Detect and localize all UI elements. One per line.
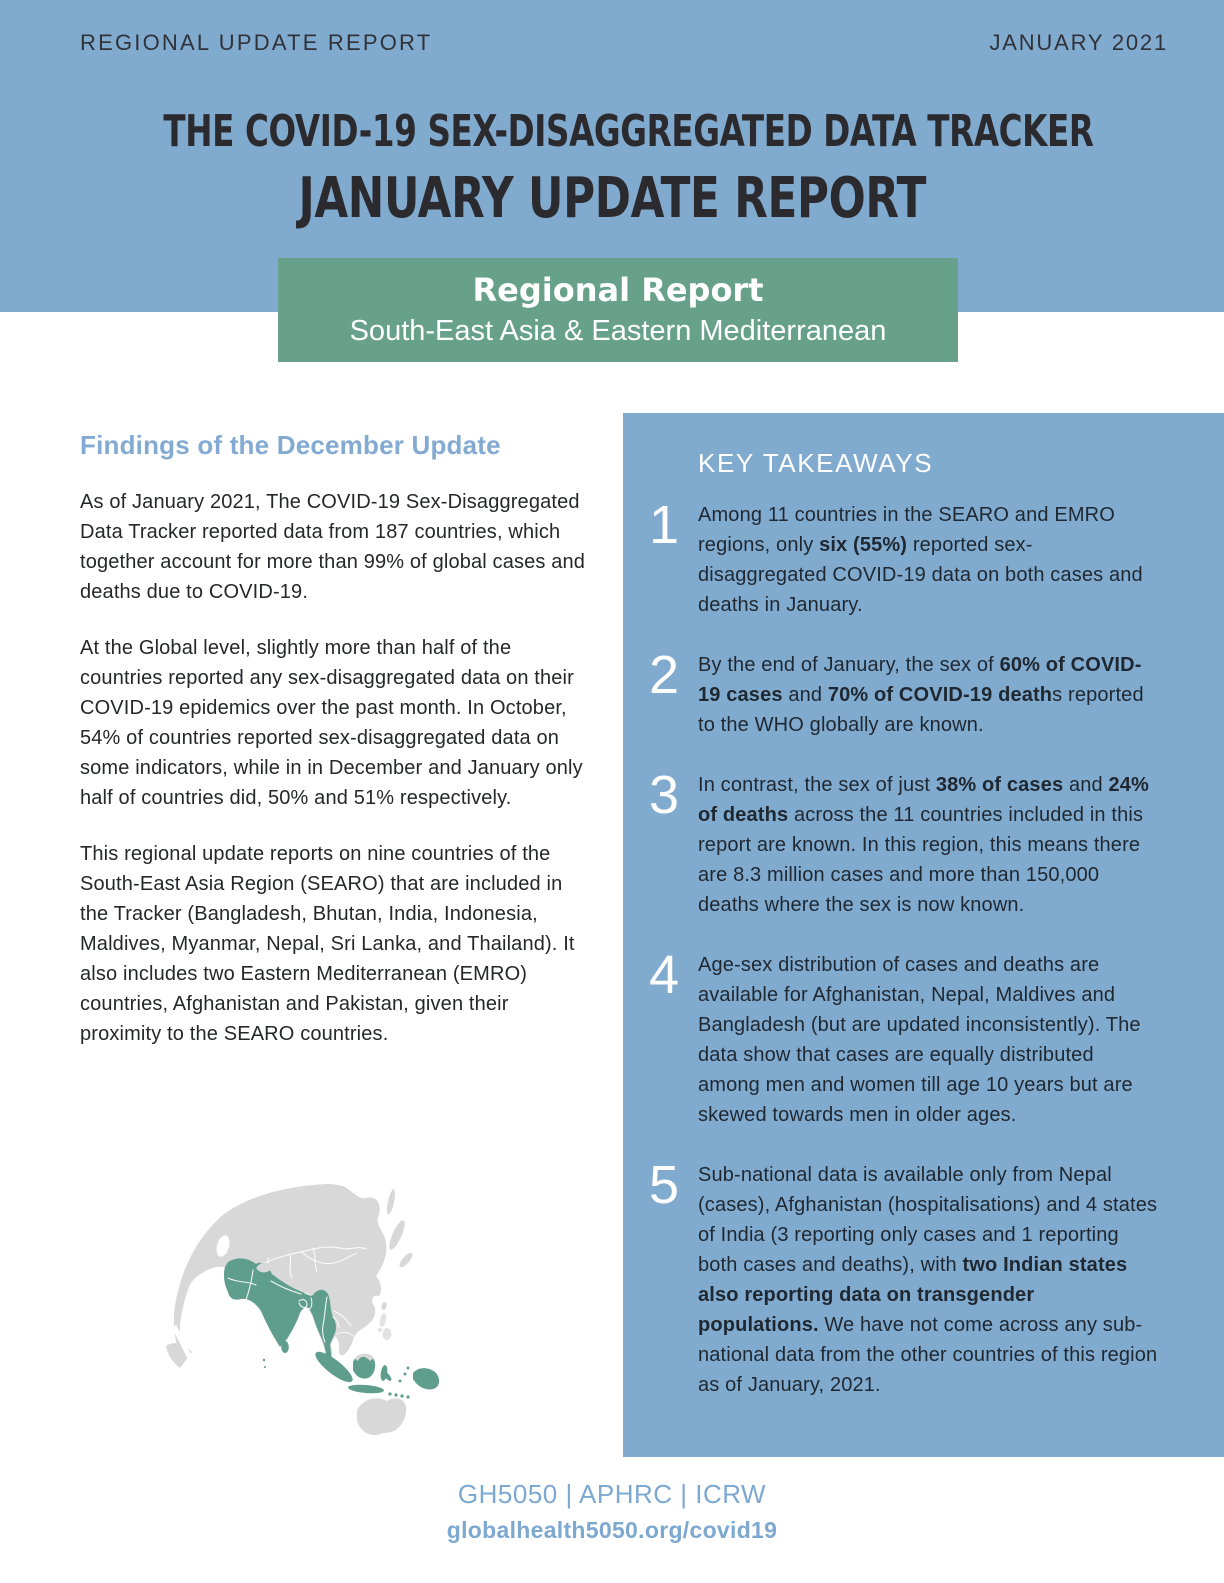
takeaway-number: 2: [649, 645, 680, 705]
report-title-line2-wrap: [0, 166, 1224, 231]
map-maldives: [264, 1366, 266, 1368]
takeaway-item: [649, 495, 1224, 620]
report-title-line1-wrap: [0, 106, 1224, 157]
region-box: [278, 258, 958, 362]
map-sri-lanka: [281, 1341, 289, 1353]
footer-organisations: GH5050 | APHRC | ICRW: [457, 1479, 767, 1509]
findings-section: [80, 430, 588, 1075]
findings-paragraph: As of January 2021, The COVID-19 Sex-Disaggregated Data Tracker reported data from 187 countries, which together account for more than 99% of global cases and deaths due to COVID-19.: [80, 491, 586, 603]
takeaway-number: 1: [649, 495, 680, 555]
globe-map-svg: [150, 1140, 570, 1470]
takeaway-number: 5: [649, 1155, 680, 1215]
report-title-line2: JANUARY UPDATE REPORT: [298, 166, 926, 231]
findings-paragraph: This regional update reports on nine countries of the South-East Asia Region (SEARO) that are included in the Tracker (Bangladesh, Bhutan, India, Indonesia, Maldives, Myanmar, Nepal, Sri Lanka, and Thailand). It also includes two Eastern Mediterranean (EMRO) countries, Afghanistan and Pakistan, given their proximity to the SEARO countries.: [80, 843, 575, 1045]
footer-website-link[interactable]: globalhealth5050.org/covid19: [446, 1517, 778, 1543]
takeaway-text: In contrast, the sex of just 38% of cases and 24% of deaths across the 11 countries included in this report are known. In this region, this means there are 8.3 million cases and more than 150,000 deaths where the sex is now known.: [698, 774, 1149, 916]
findings-paragraph: At the Global level, slightly more than half of the countries reported any sex-disaggregated data on their COVID-19 epidemics over the past month. In October, 54% of countries reported sex-disaggregated data on some indicators, while in in December and January only half of countries did, 50% and 51% respectively.: [80, 637, 583, 809]
takeaway-number: 3: [649, 765, 680, 825]
takeaway-item: [649, 765, 1224, 920]
report-date-kicker: JANUARY 2021: [989, 30, 1168, 55]
takeaway-text: Among 11 countries in the SEARO and EMRO regions, only six (55%) reported sex-disaggregated COVID-19 data on both cases and deaths in January.: [698, 504, 1143, 616]
takeaway-number: 4: [649, 945, 680, 1005]
findings-heading: Findings of the December Update: [80, 430, 501, 460]
takeaway-item: [649, 645, 1224, 740]
takeaway-text: By the end of January, the sex of 60% of COVID-19 cases and 70% of COVID-19 deaths reported to the WHO globally are known.: [698, 654, 1144, 736]
key-takeaways-panel: [623, 413, 1224, 1457]
report-type-kicker: REGIONAL UPDATE REPORT: [80, 30, 433, 55]
footer: [0, 1479, 1224, 1544]
region-box-title: Regional Report: [472, 271, 764, 309]
takeaway-item: [649, 1155, 1224, 1400]
key-takeaways-heading: KEY TAKEAWAYS: [698, 448, 934, 478]
region-box-subtitle: South-East Asia & Eastern Mediterranean: [349, 315, 887, 347]
map-persian-gulf: [196, 1287, 219, 1306]
map-australia: [357, 1398, 406, 1435]
region-globe-map: [150, 1140, 570, 1470]
map-maldives: [263, 1359, 265, 1361]
report-title-line1: THE COVID-19 SEX-DISAGGREGATED DATA TRACKER: [163, 106, 1094, 157]
takeaway-item: [649, 945, 1224, 1130]
takeaway-text: Age-sex distribution of cases and deaths are available for Afghanistan, Nepal, Maldives and Bangladesh (but are updated inconsistently). The data show that cases are equally distributed among men and women till age 10 years but are skewed towards men in older ages.: [698, 954, 1141, 1126]
takeaway-text: Sub-national data is available only from Nepal (cases), Afghanistan (hospitalisations) and 4 states of India (3 reporting only cases and 1 reporting both cases and deaths), with two Indian states also reporting data on transgender populations. We have not come across any sub-national data from the other countries of this region as of January, 2021.: [698, 1164, 1158, 1396]
